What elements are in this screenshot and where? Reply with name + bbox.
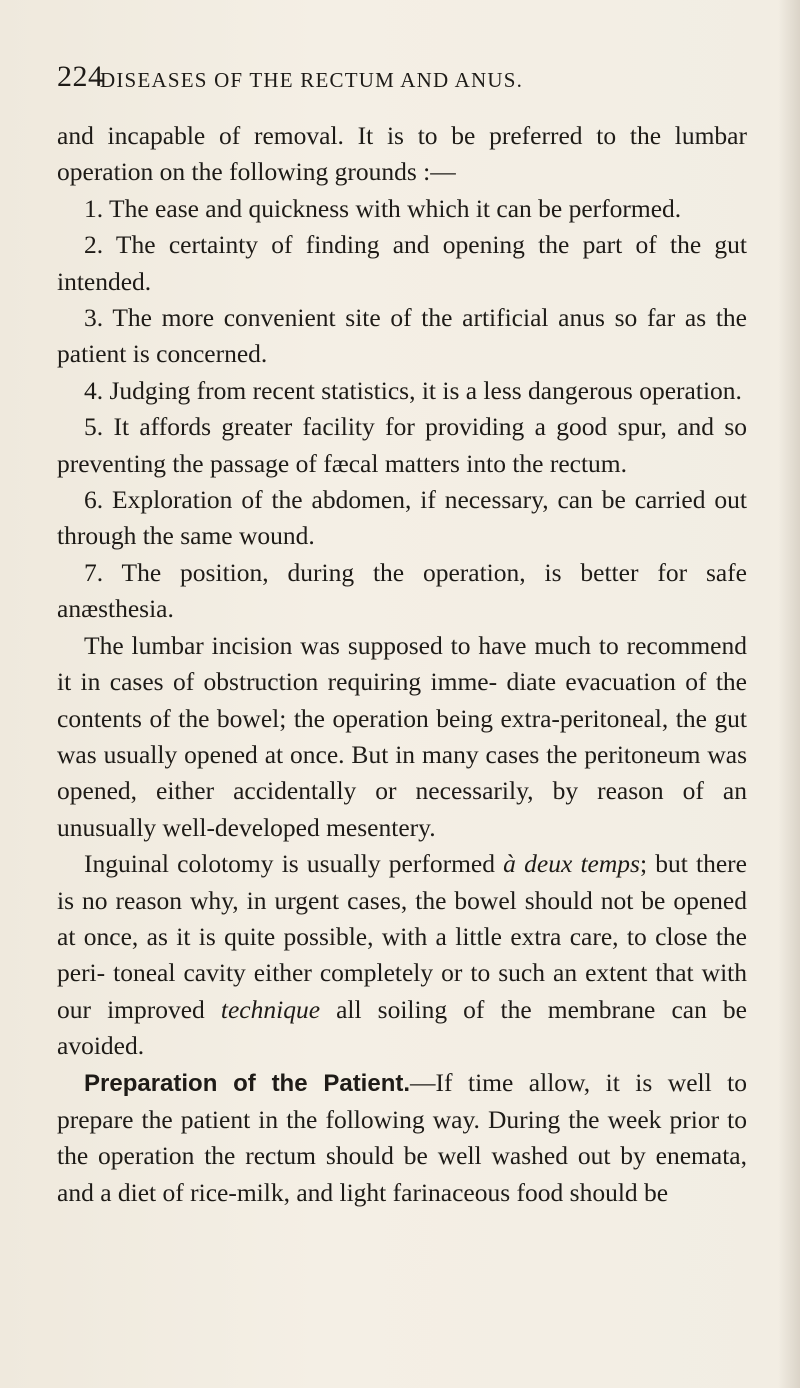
italic-term: à deux temps	[503, 849, 640, 879]
page-header	[57, 60, 747, 100]
list-item-6: 6. Exploration of the abdomen, if necessary, can be carried out through the same wound.	[57, 485, 747, 551]
paragraph-inguinal-colotomy	[57, 846, 747, 1064]
italic-term: technique	[220, 994, 321, 1024]
list-item-1: 1. The ease and quickness with which it can be performed.	[84, 193, 682, 223]
list-item-5: 5. It affords greater facility for providing a good spur, and so preventing the passage of fæcal matters into the rectum.	[57, 412, 747, 478]
paragraph-continued: and incapable of removal. It is to be preferred to the lumbar operation on the following grounds :—	[57, 121, 747, 187]
text-run: ; but there is no reason why, in urgent cases, the bowel should not be opened at once, as it is quite possible, with a little extra care, to close the peri- toneal cavity either completely or to such an extent that with our improved	[57, 849, 747, 1024]
paragraph-lumbar-incision: The lumbar incision was supposed to have much to recommend it in cases of obstruction requiring imme- diate evacuation of the contents of the bowel; the operation being extra-peritoneal, the gut was usually opened at once. But in many cases the peritoneum was opened, either accidentally or necessarily, by reason of an unusually well-developed mesentery.	[57, 630, 747, 842]
paragraph-preparation	[57, 1065, 747, 1212]
page-edge-shadow	[778, 0, 800, 1388]
section-lead-heading: Preparation of the Patient.	[84, 1069, 411, 1097]
list-item-4: 4. Judging from recent statistics, it is a less dangerous operation.	[84, 375, 742, 405]
text-run: all soiling of the membrane can be avoided.	[57, 994, 747, 1061]
list-item-2: 2. The certainty of finding and opening the part of the gut intended.	[57, 230, 747, 296]
list-item-3: 3. The more convenient site of the artificial anus so far as the patient is concerned.	[57, 303, 747, 369]
running-head: DISEASES OF THE RECTUM AND ANUS.	[100, 68, 524, 92]
text-run: —If time allow, it is well to prepare the patient in the following way. During the week prior to the operation the rectum should be well washed out by enemata, and a diet of rice-milk, and light farinaceous food should be	[57, 1067, 747, 1207]
page-number: 224	[57, 60, 104, 93]
list-item-7: 7. The position, during the operation, is better for safe anæsthesia.	[57, 557, 747, 624]
text-run: Inguinal colotomy is usually performed	[84, 849, 504, 879]
body-text	[57, 118, 747, 1211]
